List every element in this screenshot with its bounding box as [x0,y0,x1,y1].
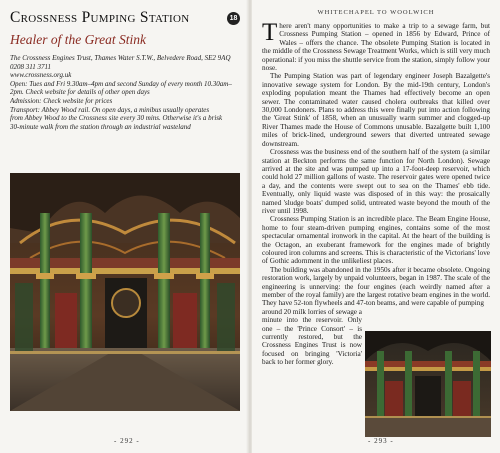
detail-line: www.crossness.org.uk [10,71,72,80]
paragraph: Crossness was the business end of the southern half of the system (a similar station at Beckton performs the same function for North London). Sewage arrived at the site and was pumped up into a 17-foot-deep reservoir, which could hold 27 million gallons of waste. The reservoir gates were opened twice a day, and the contents were swept out to sea on the Thames' ebb tide. Eventually, only liquid waste was disposed of in this way: the prosaically named 'sludge boats' dumped solid, untreated waste beyond the mouth of the river until 1998. [262,148,490,215]
page-title: Crossness Pumping Station [10,9,190,26]
article-body [262,19,490,367]
paragraph-narrow: around 20 milk lorries of sewage a minute into the reservoir. Only one – the 'Prince Consort' – is currently restored, but the Crossness Engines Trust is now focused on bringing 'Victoria' back to her former glory. [262,307,362,367]
detail-line: 30-minute walk from the station through an industrial wasteland [10,122,191,131]
detail-line: Transport: Abbey Wood rail. On open days, a minibus usually operates [10,105,210,114]
page-number-left: - 292 - [114,437,140,445]
title-row [10,8,242,30]
drop-cap: T [262,19,278,46]
paragraph: Crossness Pumping Station is an incredible place. The Beam Engine House, home to four steam-driven pumping engines, contains some of the most spectacular ornamental ironwork in the capital. At the heart of the building is the Octagon, an exuberant framework for the engines made of brightly coloured iron columns and screens. This is characteristic of the Victorians' love of Gothic adornment in the unlikeliest places. [262,215,490,266]
engine-house-inset-photo [365,331,491,437]
right-page [252,0,500,453]
octagon-ironwork-photo [10,173,240,411]
page-subtitle: Healer of the Great Stink [10,32,146,47]
detail-line: Admission: Check website for prices [10,96,113,105]
visitor-details [10,54,242,131]
paragraph-text: here aren't many opportunities to make a trip to a sewage farm, but Crossness Pumping Station – opened in 1856 by Edward, Prince of Wales – offers the chance. The obsolete Pumping Station is located in the middle of the Crossness Sewage Treatment Works, which is still very much operational: if you miss the shuttle service from the station, simply follow your nose. [262,22,490,73]
entry-number-badge: 18 [227,12,240,25]
paragraph [262,19,490,73]
detail-line: The Crossness Engines Trust, Thames Water S.T.W., Belvedere Road, SE2 9AQ [10,54,231,62]
detail-line: 2pm. Check website for details of other open days [10,88,150,97]
paragraph: The building was abandoned in the 1950s after it became obsolete. Ongoing restoration work, largely by unpaid volunteers, began in 1987. The scale of the engineering is unnerving: the four engines (each weirdly named after a member of the royal family) are the largest rotative beam engines in the world. They have 52-ton flywheels and 47-ton beams, and were capable of pumping [262,265,490,308]
detail-line: 0208 311 3711 [10,62,51,71]
page-number-right: - 293 - [368,437,394,445]
detail-line: Open: Tues and Fri 9.30am–4pm and second Sunday of every month 10.30am– [10,79,232,88]
left-page [0,0,248,453]
paragraph: The Pumping Station was part of legendary engineer Joseph Bazalgette's innovative sewage system for London. By the mid-19th century, London's exploding population meant the Thames had effectively become an open sewer. The contaminated water caused cholera outbreaks that killed over 30,000 Londoners. Plans to address this were finally put into action following the 'Great Stink' of 1858, when an unusually warm summer and clogged-up River Thames made the House of Commons unusable. Bazalgette built 1,100 miles of brick-lined, underground sewers that diverted untreated sewage downstream. [262,72,490,148]
running-head: WHITECHAPEL TO WOOLWICH [317,9,435,16]
detail-line: from Abbey Wood to the Crossness site every 30 mins. Otherwise it's a brisk [10,114,223,123]
